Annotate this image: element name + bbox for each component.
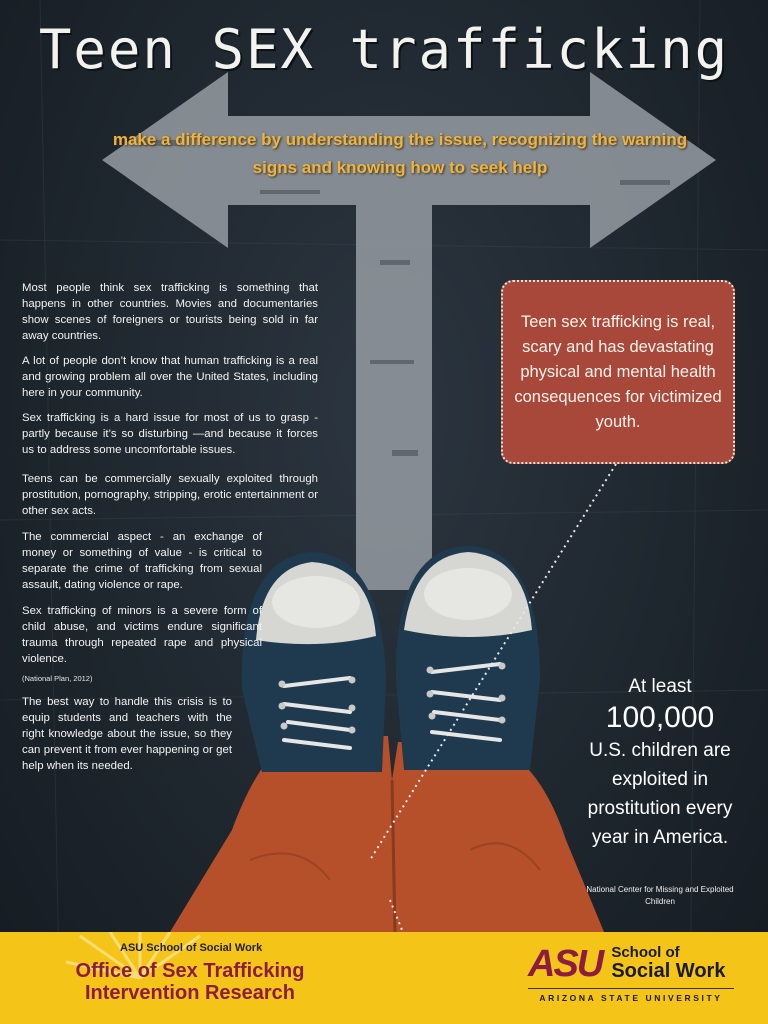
footer-bar (0, 932, 768, 1024)
office-name-line1: Office of Sex Trafficking (75, 960, 305, 982)
paragraph: Sex trafficking is a hard issue for most of us to grasp - partly because it’s so disturbing —and because it forces us to address some uncomfortable issues. (22, 412, 318, 456)
office-school-label: ASU School of Social Work (120, 942, 263, 954)
office-name-line2: Intervention Research (84, 982, 296, 1004)
paragraph: A lot of people don’t know that human trafficking is a real and growing problem all over the United States, including here in your community. (22, 355, 318, 399)
stat-description: U.S. children are exploited in prostitution every year in America. (587, 740, 733, 848)
callout-box (501, 280, 735, 464)
office-name (50, 960, 330, 1004)
asu-school-line1: School of (611, 944, 680, 961)
stat-lead: At least (628, 676, 692, 697)
citation: (National Plan, 2012) (22, 674, 93, 683)
paragraph: The commercial aspect - an exchange of money or something of value - is critical to separate the crime of trafficking from sexual assault, dating violence or rape. (22, 531, 262, 591)
paragraph: Teens can be commercially sexually exploited through prostitution, pornography, stripping, erotic entertainment or other sex acts. (22, 473, 318, 517)
stat-number: 100,000 (605, 701, 715, 734)
stat-source: National Center for Missing and Exploited Children (586, 885, 734, 906)
callout-text: Teen sex trafficking is real, scary and has devastating physical and mental health consequences for victimized youth. (514, 312, 722, 431)
asu-school-line2: Social Work (611, 960, 726, 982)
asu-school-name (611, 945, 725, 981)
asu-university-name: ARIZONA STATE UNIVERSITY (539, 993, 723, 1003)
poster-title: Teen SEX trafficking (38, 18, 730, 81)
asu-logo (528, 945, 725, 983)
paragraph: Most people think sex trafficking is something that happens in other countries. Movies and documentaries show scenes of foreigners or tourists being sold in far away countries. (22, 282, 318, 342)
asu-mark: ASU (528, 943, 603, 985)
paragraph: Sex trafficking of minors is a severe form of child abuse, and victims endure significant trauma through repeated rape and physical violence. (22, 605, 262, 665)
asu-divider (528, 988, 734, 989)
left-shoe (242, 552, 386, 772)
right-shoe (396, 546, 540, 770)
paragraph: The best way to handle this crisis is to equip students and teachers with the right knowledge about the issue, so they can prevent it from ever happening or get help when its needed. (22, 696, 232, 772)
poster-subtitle: make a difference by understanding the issue, recognizing the warning signs and knowing how to seek help (112, 130, 688, 177)
statistic (580, 674, 740, 852)
pants (170, 736, 604, 932)
